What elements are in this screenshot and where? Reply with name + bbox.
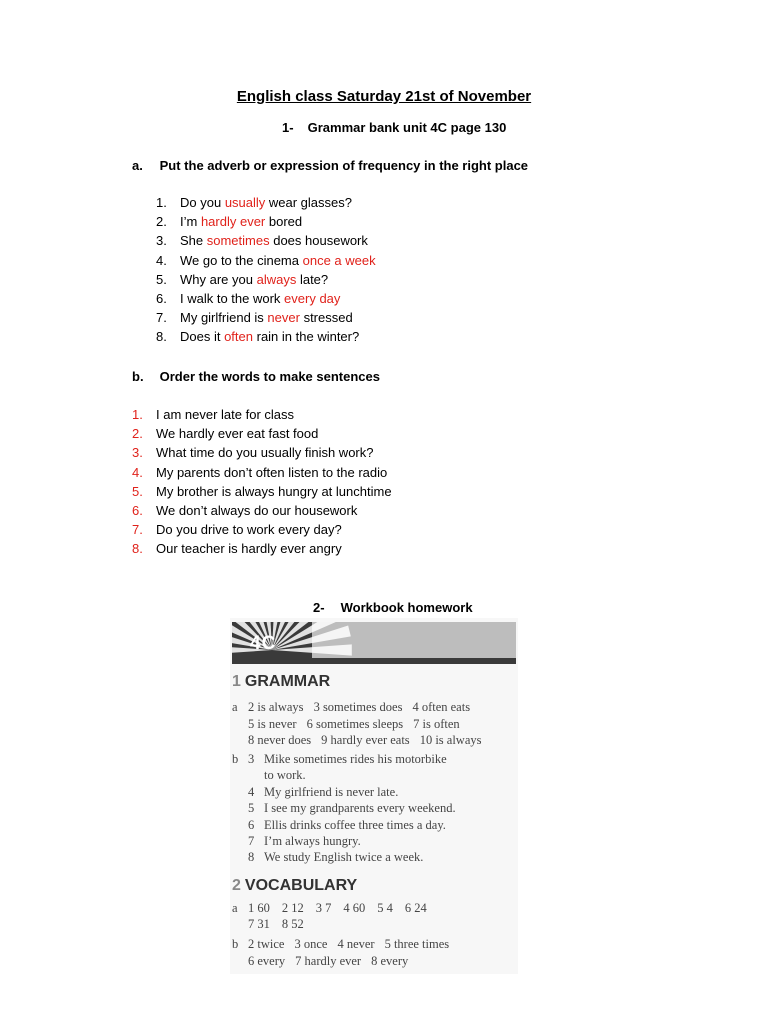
item-text-after: does housework — [269, 233, 368, 249]
item-text-after: bored — [265, 214, 303, 230]
vocab-a-answers — [248, 917, 304, 932]
grammar-b-letter: b — [232, 752, 239, 766]
item-number: 4. — [132, 464, 143, 480]
grammar-b-item — [248, 818, 446, 833]
grammar-a-answers — [248, 717, 460, 732]
grammar-number: 1 — [232, 673, 241, 690]
part-a-heading — [132, 158, 528, 173]
frequency-adverb: often — [224, 329, 253, 345]
grammar-a-letter: a — [232, 700, 238, 714]
list-item — [156, 289, 376, 308]
grammar-b-number: 7 — [248, 834, 255, 848]
sentence-text: Our teacher is hardly ever angry — [156, 541, 342, 557]
sentence-text: Do you drive to work every day? — [156, 522, 342, 538]
grammar-b-number: 6 — [248, 817, 255, 832]
answer: 4 often eats — [412, 700, 471, 714]
item-number: 6. — [156, 290, 167, 306]
list-item — [132, 520, 392, 539]
vocab-b-answers — [248, 954, 408, 969]
grammar-a-answers — [248, 700, 470, 715]
list-item — [132, 405, 392, 424]
item-text-after: late? — [296, 271, 329, 287]
answer: 7 31 — [248, 917, 270, 931]
answer: 10 is always — [419, 733, 482, 747]
answer: 2 is always — [248, 700, 304, 714]
sentence-text: We don’t always do our housework — [156, 502, 358, 518]
item-number: 1. — [132, 407, 143, 422]
section-2-number: 2- — [313, 600, 325, 615]
frequency-adverb: hardly ever — [200, 214, 266, 230]
banner-bottom-stripe — [232, 658, 516, 664]
part-a-list — [156, 193, 376, 347]
answer: 5 three times — [384, 937, 450, 951]
grammar-title: GRAMMAR — [244, 673, 331, 690]
item-text-before: Do you — [180, 195, 225, 210]
answer: 8 never does — [248, 733, 312, 747]
vocab-a-letter: a — [232, 901, 238, 915]
item-text-before: Why are you — [180, 271, 257, 287]
item-text-before: We go to the cinema — [180, 252, 303, 268]
part-b-letter: b. — [132, 369, 144, 384]
item-number: 8. — [156, 329, 167, 345]
item-text-before: My girlfriend is — [180, 310, 268, 326]
grammar-heading — [232, 673, 330, 691]
item-number: 3. — [156, 233, 167, 249]
list-item — [132, 482, 392, 501]
sentence-text: My parents don’t often listen to the radio — [156, 464, 388, 480]
item-number: 5. — [156, 271, 167, 287]
answer: 5 4 — [377, 901, 393, 915]
answer: 5 is never — [248, 716, 297, 731]
vocab-b-answers — [248, 937, 449, 952]
answer: 1 60 — [248, 901, 270, 915]
vocab-a-answers — [248, 901, 427, 916]
section-1-number: 1- — [282, 120, 294, 135]
sentence-text: What time do you usually finish work? — [156, 445, 374, 461]
section-1-heading — [282, 120, 506, 135]
list-item — [156, 308, 376, 327]
answer: 4 60 — [343, 901, 366, 915]
item-number: 2. — [156, 214, 167, 230]
answer: 3 7 — [315, 901, 332, 915]
frequency-adverb: every day — [284, 290, 341, 306]
sentence-text: My brother is always hungry at lunchtime — [156, 483, 392, 499]
list-item — [132, 501, 392, 520]
part-b-heading — [132, 369, 380, 384]
item-text-before: I walk to the work — [180, 290, 285, 306]
item-number: 5. — [132, 483, 143, 499]
list-item — [156, 327, 376, 346]
grammar-b-sentence: Ellis drinks coffee three times a day. — [264, 817, 446, 832]
part-b-text: Order the words to make sentences — [159, 369, 380, 384]
answer: 6 every — [248, 954, 286, 968]
grammar-b-item — [248, 768, 306, 783]
item-text-after: wear glasses? — [265, 195, 352, 210]
grammar-b-number: 3 — [248, 752, 255, 766]
item-number: 7. — [132, 522, 143, 538]
item-text-before: She — [180, 233, 207, 249]
answer: 8 52 — [281, 917, 304, 931]
page-title: English class Saturday 21st of November — [236, 88, 532, 105]
answer: 8 every — [371, 954, 409, 968]
grammar-b-sentence: We study English twice a week. — [264, 850, 424, 865]
grammar-b-sentence: to work. — [264, 768, 306, 783]
answer: 7 hardly ever — [295, 954, 362, 968]
grammar-b-number: 5 — [248, 801, 255, 816]
grammar-b-item — [248, 752, 447, 767]
vocab-b-letter: b — [232, 937, 239, 951]
sentence-text: We hardly ever eat fast food — [156, 426, 319, 442]
list-item — [156, 212, 376, 231]
part-a-text: Put the adverb or expression of frequency in the right place — [159, 158, 529, 173]
grammar-b-item — [248, 785, 398, 800]
vocabulary-heading — [232, 877, 357, 895]
item-number: 1. — [156, 195, 167, 210]
grammar-b-item — [248, 801, 456, 816]
part-b-list — [132, 405, 392, 559]
answer: 3 once — [294, 937, 328, 951]
list-item — [156, 251, 376, 270]
item-number: 8. — [132, 541, 143, 557]
answer: 2 twice — [248, 937, 285, 951]
item-text-before: I’m — [180, 214, 201, 230]
unit-badge: 4C — [250, 633, 277, 654]
list-item — [132, 443, 392, 462]
answer: 2 12 — [281, 901, 304, 915]
answer: 6 sometimes sleeps — [306, 716, 404, 731]
frequency-adverb: usually — [224, 195, 266, 210]
grammar-b-sentence: Mike sometimes rides his motorbike — [264, 752, 447, 766]
grammar-b-item — [248, 850, 423, 865]
grammar-a-answers — [248, 733, 482, 748]
vocabulary-title: VOCABULARY — [244, 877, 358, 894]
list-item — [132, 539, 392, 558]
item-text-before: Does it — [180, 329, 225, 345]
item-number: 7. — [156, 310, 167, 326]
item-number: 6. — [132, 502, 143, 518]
part-a-letter: a. — [132, 158, 143, 173]
item-text-after: rain in the winter? — [253, 329, 360, 345]
frequency-adverb: always — [256, 271, 297, 287]
workbook-answer-scan — [230, 618, 518, 974]
grammar-b-sentence: My girlfriend is never late. — [264, 784, 399, 799]
section-2-heading — [313, 600, 473, 615]
item-number: 4. — [156, 252, 167, 268]
answer: 4 never — [337, 937, 375, 951]
list-item — [156, 193, 376, 212]
section-1-label: Grammar bank unit 4C page 130 — [307, 120, 507, 135]
grammar-b-number: 8 — [248, 850, 255, 865]
list-item — [156, 231, 376, 250]
grammar-b-sentence: I see my grandparents every weekend. — [264, 801, 456, 816]
grammar-b-sentence: I’m always hungry. — [264, 834, 361, 848]
sentence-text: I am never late for class — [156, 407, 294, 422]
frequency-adverb: sometimes — [206, 233, 270, 249]
list-item — [132, 424, 392, 443]
answer: 3 sometimes does — [313, 700, 403, 714]
grammar-b-item — [248, 834, 361, 849]
item-number: 3. — [132, 445, 143, 461]
answer: 6 24 — [404, 901, 427, 915]
item-text-after: stressed — [299, 310, 353, 326]
list-item — [132, 463, 392, 482]
answer: 9 hardly ever eats — [321, 733, 410, 747]
section-2-label: Workbook homework — [340, 600, 473, 615]
vocabulary-number: 2 — [232, 877, 241, 894]
frequency-adverb: once a week — [302, 252, 376, 268]
list-item — [156, 270, 376, 289]
frequency-adverb: never — [267, 310, 300, 326]
grammar-b-number: 4 — [248, 784, 255, 799]
answer: 7 is often — [413, 716, 460, 731]
item-number: 2. — [132, 426, 143, 442]
